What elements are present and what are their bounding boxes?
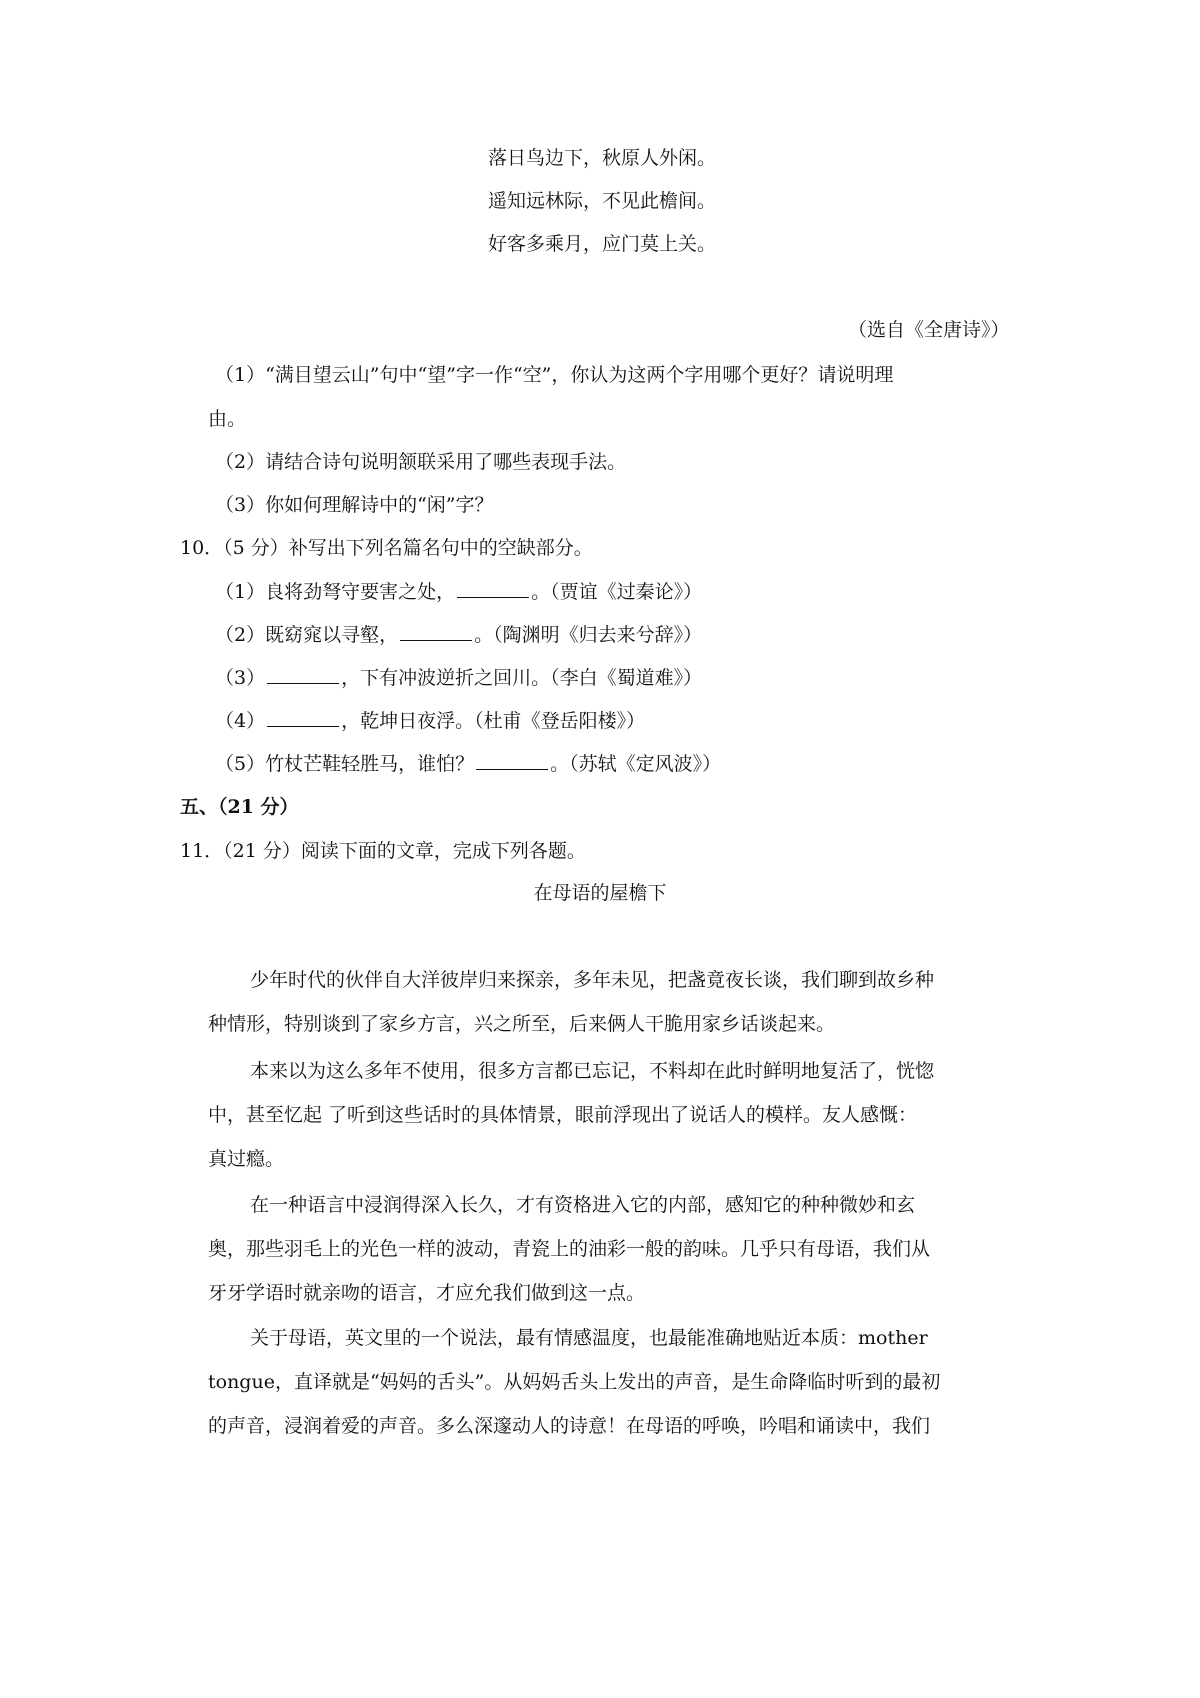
q10-item-5-after: 。（苏轼《定风波》）: [550, 753, 722, 775]
article-line-9: 关于母语，英文里的一个说法，最有情感温度，也最能准确地贴近本质：mother: [250, 1327, 928, 1349]
answer-blank[interactable]: [267, 665, 339, 684]
q10-item-4-before: （4）: [215, 710, 266, 732]
poem-line-3: 好客多乘月，应门莫上关。: [488, 233, 717, 255]
q10-stem: 10．（5 分）补写出下列名篇名句中的空缺部分。: [180, 537, 593, 559]
q10-item-5-before: （5）竹杖芒鞋轻胜马，谁怕？: [215, 753, 475, 775]
article-line-2: 种情形，特别谈到了家乡方言，兴之所至，后来俩人干脆用家乡话谈起来。: [208, 1013, 836, 1035]
article-line-5: 真过瘾。: [208, 1148, 285, 1170]
answer-blank[interactable]: [400, 622, 472, 641]
q10-item-5: [215, 751, 721, 776]
article-line-7: 奥，那些羽毛上的光色一样的波动，青瓷上的油彩一般的韵味。几乎只有母语，我们从: [208, 1238, 931, 1260]
q10-item-3-before: （3）: [215, 667, 266, 689]
answer-blank[interactable]: [267, 708, 339, 727]
q9-sub3: （3）你如何理解诗中的“闲”字？: [215, 494, 494, 516]
article-line-1: 少年时代的伙伴自大洋彼岸归来探亲，多年未见，把盏竟夜长谈，我们聊到故乡种: [250, 969, 935, 991]
answer-blank[interactable]: [457, 579, 529, 598]
answer-blank[interactable]: [476, 751, 548, 770]
poem-line-1: 落日鸟边下，秋原人外闲。: [488, 147, 717, 169]
q10-item-2: [215, 622, 702, 647]
article-line-4: 中，甚至忆起 了听到这些话时的具体情景，眼前浮现出了说话人的模样。友人感慨：: [208, 1104, 918, 1126]
q9-sub2: （2）请结合诗句说明颔联采用了哪些表现手法。: [215, 451, 627, 473]
section-heading: 五、（21 分）: [180, 796, 299, 818]
q10-item-1-before: （1）良将劲弩守要害之处，: [215, 581, 456, 603]
article-line-8: 牙牙学语时就亲吻的语言，才应允我们做到这一点。: [208, 1282, 646, 1304]
q9-sub1-line2: 由。: [208, 408, 247, 430]
q10-item-4-after: ，乾坤日夜浮。（杜甫《登岳阳楼》）: [341, 710, 646, 732]
article-line-11: 的声音，浸润着爱的声音。多么深邃动人的诗意！在母语的呼唤，吟唱和诵读中，我们: [208, 1415, 931, 1437]
article-line-3: 本来以为这么多年不使用，很多方言都已忘记，不料却在此时鲜明地复活了，恍惚: [250, 1060, 935, 1082]
poem-line-2: 遥知远林际，不见此檐间。: [488, 190, 717, 212]
q10-item-1: [215, 579, 702, 604]
q9-sub1-line1: （1）“满目望云山”句中“望”字一作“空”，你认为这两个字用哪个更好？请说明理: [215, 364, 894, 386]
article-title: 在母语的屋檐下: [533, 882, 667, 904]
poem-source: （选自《全唐诗》）: [848, 319, 1010, 341]
q10-item-1-after: 。（贾谊《过秦论》）: [531, 581, 703, 603]
article-line-6: 在一种语言中浸润得深入长久，才有资格进入它的内部，感知它的种种微妙和玄: [250, 1194, 916, 1216]
q11-stem: 11．（21 分）阅读下面的文章，完成下列各题。: [180, 840, 586, 862]
q10-item-2-before: （2）既窈窕以寻壑，: [215, 624, 399, 646]
q10-item-4: [215, 708, 645, 733]
q10-item-3: [215, 665, 702, 690]
q10-item-3-after: ，下有冲波逆折之回川。（李白《蜀道难》）: [341, 667, 703, 689]
q10-item-2-after: 。（陶渊明《归去来兮辞》）: [474, 624, 703, 646]
article-line-10: tongue，直译就是“妈妈的舌头”。从妈妈舌头上发出的声音，是生命降临时听到的最初: [208, 1371, 941, 1393]
